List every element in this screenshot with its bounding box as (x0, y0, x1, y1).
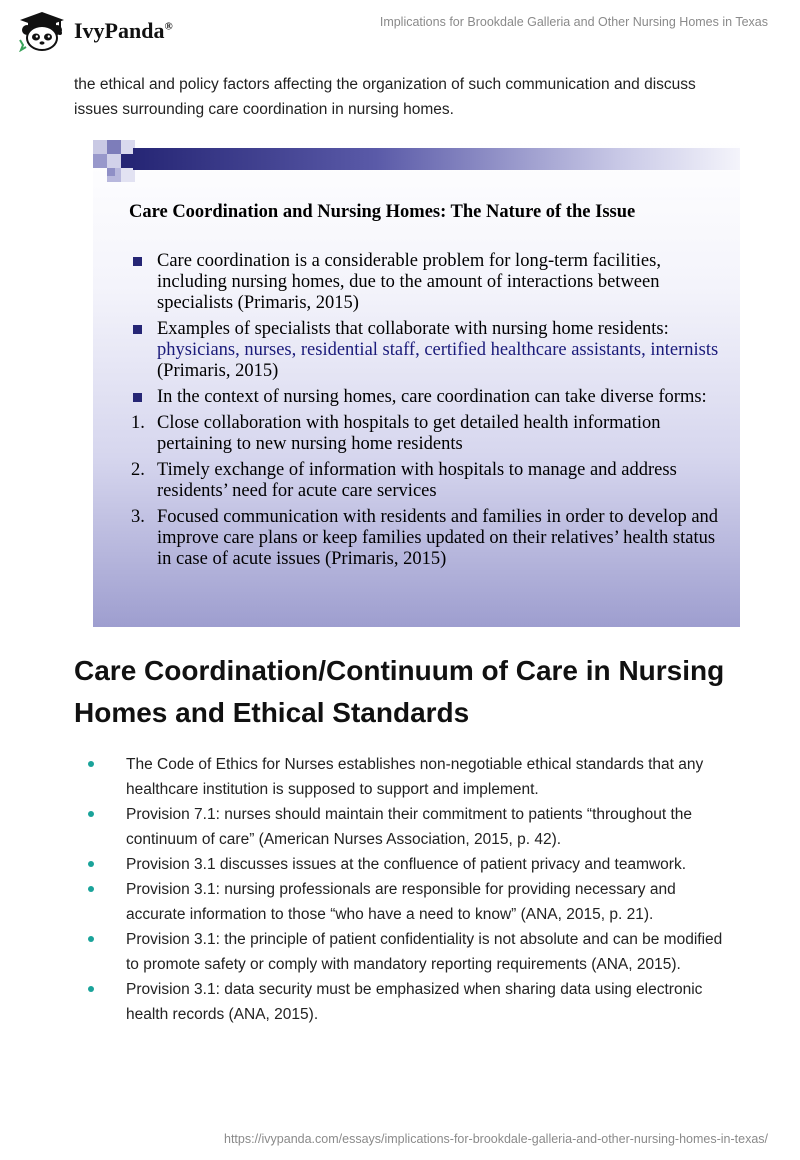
slide-image (93, 140, 740, 627)
numbered-item-text: Close collaboration with hospitals to get detailed health information pertaining to new nursing home residents (157, 413, 661, 454)
brand-text: IvyPanda (74, 18, 165, 43)
slide-bullet-text: Care coordination is a considerable problem for long-term facilities, including nursing homes, due to the amount of interactions between specialists (Primaris, 2015) (157, 251, 661, 313)
slide-bullet-citation: (Primaris, 2015) (157, 361, 279, 381)
item-number: 3. (131, 507, 145, 527)
numbered-item-text: Timely exchange of information with hospitals to manage and address residents’ need for acute care services (157, 460, 677, 501)
numbered-item-text: Focused communication with residents and families in order to develop and improve care plans or keep families updated on their relatives’ health status in case of acute issues (Primaris, 2015) (157, 507, 719, 569)
document-title: Implications for Brookdale Galleria and Other Nursing Homes in Texas (379, 15, 768, 29)
intro-paragraph: the ethical and policy factors affecting the organization of such communication and discuss issues surrounding care coordination in nursing homes. (74, 76, 696, 118)
bullet-dot-icon (88, 861, 94, 867)
list-item-text: Provision 3.1: nursing professionals are responsible for providing necessary and accurate information to those “who have a need to know” (ANA, 2015, p. 21). (126, 881, 676, 923)
section-heading: Care Coordination/Continuum of Care in Nursing Homes and Ethical Standards (74, 655, 725, 728)
square-bullet-icon (133, 257, 142, 266)
list-item-text: Provision 7.1: nurses should maintain their commitment to patients “throughout the continuum of care” (American Nurses Association, 2015, p. 42). (126, 806, 693, 848)
list-item-text: Provision 3.1: data security must be emphasized when sharing data using electronic health records (ANA, 2015). (126, 981, 703, 1023)
list-item (0, 927, 726, 977)
slide-title: Care Coordination and Nursing Homes: The Nature of the Issue (129, 202, 636, 222)
slide-body (131, 251, 731, 575)
square-bullet-icon (133, 325, 142, 334)
source-url[interactable]: https://ivypanda.com/essays/implications-for-brookdale-galleria-and-other-nursing-homes-in-texas/ (224, 1132, 768, 1146)
slide-title-band (133, 148, 740, 170)
brand-name (74, 18, 173, 44)
bullet-dot-icon (88, 886, 94, 892)
item-number: 1. (131, 413, 145, 433)
slide-numbered-item (131, 507, 731, 570)
list-item-text: Provision 3.1: the principle of patient confidentiality is not absolute and can be modified to promote safety or comply with mandatory reporting requirements (ANA, 2015). (126, 931, 723, 973)
slide-bullet-text: Examples of specialists that collaborate with nursing home residents: (157, 319, 669, 339)
slide-bullet-item (131, 251, 731, 314)
registered-mark: ® (164, 20, 173, 33)
list-item (0, 752, 726, 802)
slide-numbered-item (131, 460, 731, 502)
slide-bullet-text: In the context of nursing homes, care coordination can take diverse forms: (157, 387, 707, 407)
slide-bullet-item (131, 387, 731, 408)
list-item-text: The Code of Ethics for Nurses establishes non-negotiable ethical standards that any healthcare institution is supposed to support and implement. (126, 756, 704, 798)
item-number: 2. (131, 460, 145, 480)
specialists-list: physicians, nurses, residential staff, certified healthcare assistants, internists (157, 340, 719, 360)
slide-bullet-item (131, 319, 731, 382)
bullet-dot-icon (88, 811, 94, 817)
panda-graduate-icon (14, 10, 70, 52)
list-item (0, 852, 726, 877)
list-item-text: Provision 3.1 discusses issues at the confluence of patient privacy and teamwork. (126, 856, 687, 873)
list-item (0, 802, 726, 852)
square-bullet-icon (133, 393, 142, 402)
ivypanda-logo[interactable] (14, 10, 173, 52)
slide-numbered-item (131, 413, 731, 455)
page-header (0, 0, 800, 60)
bullet-dot-icon (88, 986, 94, 992)
bullet-dot-icon (88, 761, 94, 767)
list-item (0, 877, 726, 927)
bullet-dot-icon (88, 936, 94, 942)
ethics-bullet-list (0, 752, 800, 1027)
list-item (0, 977, 726, 1027)
